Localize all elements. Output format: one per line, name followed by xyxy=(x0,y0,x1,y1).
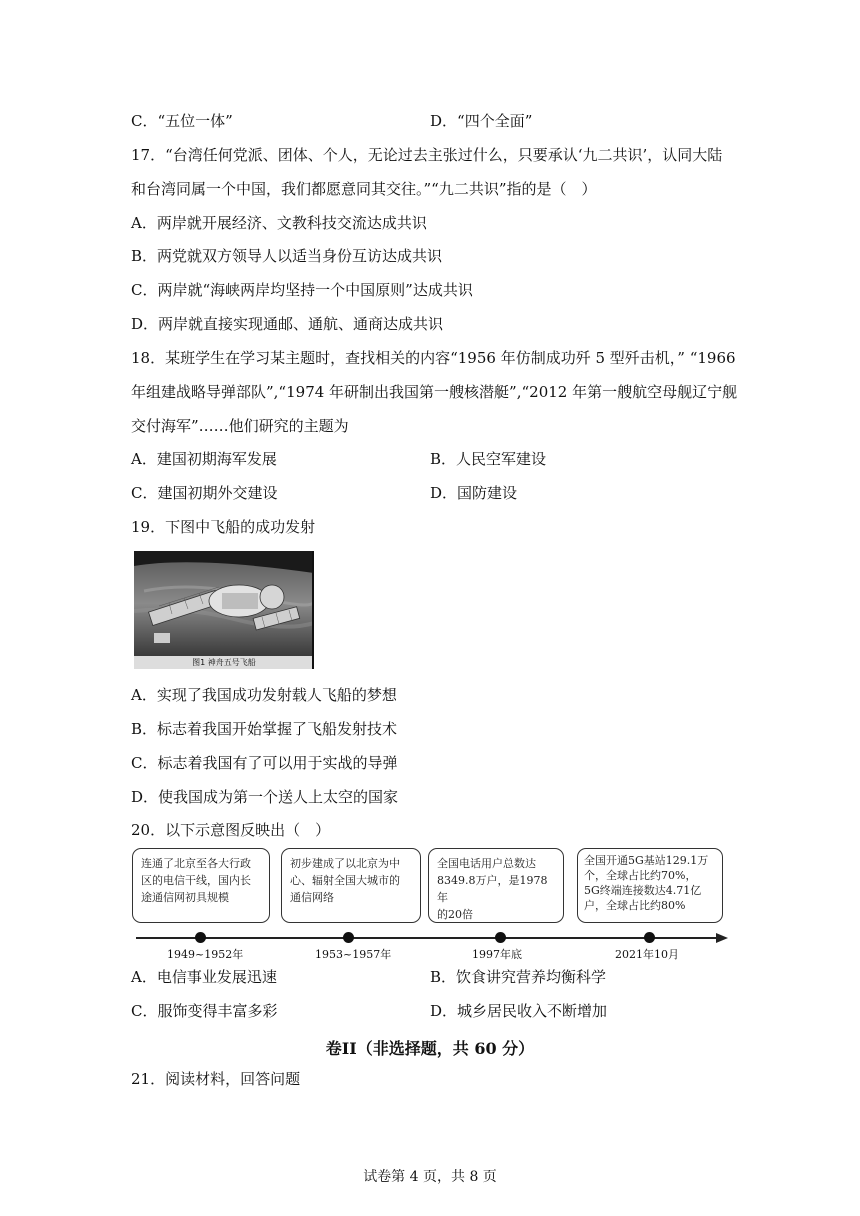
q20-option-c: C．服饰变得丰富多彩 xyxy=(131,1002,278,1020)
q19-option-a: A．实现了我国成功发射载人飞船的梦想 xyxy=(131,686,397,704)
timeline-date-1: 1949~1952年 xyxy=(167,948,244,961)
section-title: 卷II（非选择题，共 60 分） xyxy=(325,1039,535,1058)
timeline-box-4: 全国开通5G基站129.1万 个，全球占比约70%， 5G终端连接数达4.71亿 户，全球占比约80% xyxy=(577,848,723,923)
q18-option-a: A．建国初期海军发展 xyxy=(131,450,277,468)
q19-option-d: D．使我国成为第一个送人上太空的国家 xyxy=(131,788,399,806)
q17-option-b: B．两党就双方领导人以适当身份互访达成共识 xyxy=(131,247,443,265)
q18-stem-line3: 交付海军”……他们研究的主题为 xyxy=(131,417,349,435)
q17-option-a: A．两岸就开展经济、文教科技交流达成共识 xyxy=(131,214,427,232)
q17-option-d: D．两岸就直接实现通邮、通航、通商达成共识 xyxy=(131,315,444,333)
timeline-date-4: 2021年10月 xyxy=(615,948,679,961)
q18-stem-line2: 年组建战略导弹部队”,“1974 年研制出我国第一艘核潜艇”,“2012 年第一艘航空母舰辽宁舰 xyxy=(131,383,738,401)
q17-stem-line2: 和台湾同属一个中国，我们都愿意同其交往。”“九二共识”指的是（ ） xyxy=(131,180,597,198)
q20-option-d: D．城乡居民收入不断增加 xyxy=(430,1002,608,1020)
q18-stem-line1: 18．某班学生在学习某主题时，查找相关的内容“1956 年仿制成功歼 5 型歼击机，” “1966 xyxy=(131,349,736,367)
q16-option-d: D．“四个全面” xyxy=(430,112,533,130)
q18-option-b: B．人民空军建设 xyxy=(430,450,547,468)
timeline-dot xyxy=(495,932,506,943)
spacecraft-illustration xyxy=(134,551,314,656)
spacecraft-photo xyxy=(134,551,314,669)
q21-stem: 21．阅读材料，回答问题 xyxy=(131,1070,301,1088)
timeline-date-2: 1953~1957年 xyxy=(315,948,392,961)
q17-stem-line1: 17．“台湾任何党派、团体、个人，无论过去主张过什么，只要承认‘九二共识’，认同大陆 xyxy=(131,146,723,164)
q19-stem: 19．下图中飞船的成功发射 xyxy=(131,518,316,536)
q18-option-d: D．国防建设 xyxy=(430,484,518,502)
timeline-box-1: 连通了北京至各大行政 区的电信干线，国内长 途通信网初具规模 xyxy=(132,848,270,923)
timeline-axis xyxy=(136,937,718,939)
q17-option-c: C．两岸就“海峡两岸均坚持一个中国原则”达成共识 xyxy=(131,281,473,299)
q16-option-c: C．“五位一体” xyxy=(131,112,233,130)
timeline-dot xyxy=(644,932,655,943)
timeline-box-2: 初步建成了以北京为中 心、辐射全国大城市的 通信网络 xyxy=(281,848,421,923)
page-footer: 试卷第 4 页，共 8 页 xyxy=(363,1169,497,1185)
photo-caption: 图1 神舟五号飞船 xyxy=(134,656,314,669)
q19-option-c: C．标志着我国有了可以用于实战的导弹 xyxy=(131,754,398,772)
q19-option-b: B．标志着我国开始掌握了飞船发射技术 xyxy=(131,720,398,738)
timeline-date-3: 1997年底 xyxy=(472,948,522,961)
q18-option-c: C．建国初期外交建设 xyxy=(131,484,278,502)
q20-stem: 20．以下示意图反映出（ ） xyxy=(131,821,331,839)
timeline-box-3: 全国电话用户总数达 8349.8万户，是1978年 的20倍 xyxy=(428,848,564,923)
timeline-arrow-icon xyxy=(716,933,728,943)
timeline-dot xyxy=(195,932,206,943)
q20-option-b: B．饮食讲究营养均衡科学 xyxy=(430,968,607,986)
photo-border xyxy=(312,551,314,669)
timeline-dot xyxy=(343,932,354,943)
q20-option-a: A．电信事业发展迅速 xyxy=(131,968,277,986)
